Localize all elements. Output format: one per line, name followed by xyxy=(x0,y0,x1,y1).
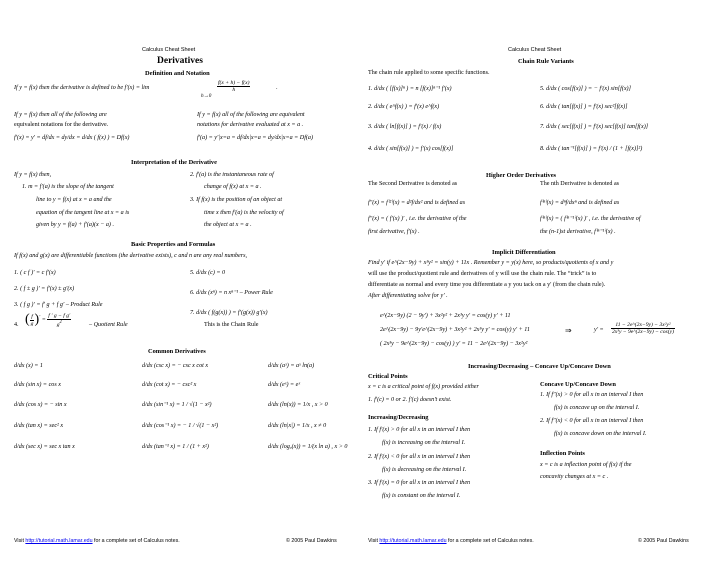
implicit-text-1: Find y′ if e^(2x−9y) + x³y² = sin(y) + 11x . Remember y = y(x) here, so products/quotients of x and y xyxy=(368,260,614,266)
chain-variant: 1. d/dx ( [f(x)]ⁿ ) = n [f(x)]ⁿ⁻¹ f′(x) xyxy=(368,86,452,92)
implicit-arrow: ⇒ xyxy=(565,326,572,335)
inflection-line1: x = c is a inflection point of f(x) if the xyxy=(540,462,632,468)
second-derivative-formula: f″(x) = f⁽²⁾(x) = d²f/dx² and is defined as xyxy=(368,200,466,206)
increasing-3b: f(x) is constant on the interval I. xyxy=(382,493,461,499)
interpretation-2b: change of f(x) at x = a . xyxy=(204,184,262,190)
page-header: Calculus Cheat Sheet xyxy=(508,47,562,53)
definition-fraction xyxy=(217,77,250,95)
implicit-result-numerator: 11 − 2e^(2x−9y) − 3x²y² xyxy=(611,322,675,329)
left-page xyxy=(14,0,366,563)
section-heading-implicit: Implicit Differentiation xyxy=(492,249,556,256)
second-derivative-def: f″(x) = ( f′(x) )′ , i.e. the derivative of the xyxy=(368,216,467,222)
interpretation-3b: time x then f′(a) is the velocity of xyxy=(204,210,284,216)
implicit-equation-3: ( 2x³y − 9e^(2x−9y) − cos(y) ) y′ = 11 − 2e^(2x−9y) − 3x²y² xyxy=(380,341,528,347)
interpretation-1c: equation of the tangent line at x = a is xyxy=(36,210,130,216)
implicit-text-3: differentiate as normal and every time you differentiate a y you tack on a y′ (from the chain rule). xyxy=(368,282,606,288)
implicit-equation-2: 2e^(2x−9y) − 9y′e^(2x−9y) + 3x²y² + 2x³y y′ = cos(y) y′ + 11 xyxy=(380,327,530,333)
chain-variant: 8. d/dx ( tan⁻¹[f(x)] ) = f′(x) / (1 + [f(x)]²) xyxy=(540,146,643,152)
concave-1a: 1. If f″(x) > 0 for all x in an interval I then xyxy=(540,392,644,398)
concave-heading: Concave Up/Concave Down xyxy=(540,381,616,388)
definition-text: If y = f(x) then the derivative is defined to be f′(x) = lim xyxy=(14,85,150,91)
common-derivative: d/dx (sin x) = cos x xyxy=(14,382,61,388)
implicit-result-lhs: y′ = xyxy=(594,327,604,333)
nth-derivative-intro: The nth Derivative is denoted as xyxy=(540,181,620,187)
common-derivative: d/dx (logₐ(x)) = 1/(x ln a) , x > 0 xyxy=(268,444,348,450)
common-derivative: d/dx (sec x) = sec x tan x xyxy=(14,444,75,450)
interpretation-3a: 3. If f(x) is the position of an object at xyxy=(190,197,283,203)
footer-link[interactable]: http://tutorial.math.lamar.edu xyxy=(379,538,447,544)
basic-rule-6: 6. d/dx (xⁿ) = n xⁿ⁻¹ – Power Rule xyxy=(190,290,273,296)
common-derivative: d/dx (eˣ) = eˣ xyxy=(268,382,301,388)
footer-copyright: © 2005 Paul Dawkins xyxy=(286,538,337,544)
common-derivative: d/dx (x) = 1 xyxy=(14,363,43,369)
footer-rest: for a complete set of Calculus notes. xyxy=(448,538,534,544)
basic-rule-1: 1. ( c f )′ = c f′(x) xyxy=(14,270,56,276)
page-footer xyxy=(14,538,180,544)
concave-2b: f(x) is concave down on the interval I. xyxy=(554,431,647,437)
nth-derivative-def: f⁽ⁿ⁾(x) = ( f⁽ⁿ⁻¹⁾(x) )′ , i.e. the derivative of xyxy=(540,216,641,222)
page-title: Derivatives xyxy=(157,56,203,66)
section-heading-interpretation: Interpretation of the Derivative xyxy=(131,159,217,166)
chain-variant: 4. d/dx ( sin[f(x)] ) = f′(x) cos[f(x)] xyxy=(368,146,454,152)
increasing-2a: 2. If f′(x) < 0 for all x in an interval I then xyxy=(368,454,471,460)
quotient-rule-formula: ( $\frac{f}{g}$ )′ = $\frac{\text{f ′ g − f g′}}{g^2}$ xyxy=(25,312,71,328)
basic-intro: If f(x) and g(x) are differentiable functions (the derivative exists), c and n are any real numbers, xyxy=(14,253,247,259)
chain-variant: 2. d/dx ( e^f(x) ) = f′(x) e^f(x) xyxy=(368,104,440,110)
right-page xyxy=(368,0,720,563)
definition-period: . xyxy=(276,85,278,91)
notation-eval-line1: If y = f(x) all of the following are equivalent xyxy=(197,112,305,118)
common-derivative: d/dx (csc x) = − csc x cot x xyxy=(142,363,209,369)
basic-rule-2: 2. ( f ± g )′ = f′(x) ± g′(x) xyxy=(14,286,75,292)
critical-points-heading: Critical Points xyxy=(368,373,408,380)
implicit-result-denominator: 2x³y − 9e^(2x−9y) − cos(y) xyxy=(612,328,674,335)
increasing-3a: 3. If f′(x) = 0 for all x in an interval I then xyxy=(368,480,471,486)
definition-limit: h→0 xyxy=(201,93,212,99)
section-heading-basic: Basic Properties and Formulas xyxy=(131,241,216,248)
concave-1b: f(x) is concave up on the interval I. xyxy=(554,405,640,411)
critical-points-line1: x = c is a critical point of f(x) provided either xyxy=(368,384,479,390)
notation-eval-line2: notations for derivative evaluated at x = a . xyxy=(197,122,304,128)
inflection-heading: Inflection Points xyxy=(540,450,585,457)
common-derivative: d/dx (cos x) = − sin x xyxy=(14,402,67,408)
interpretation-1b: line to y = f(x) at x = a and the xyxy=(36,197,112,203)
notation-text-line1: If y = f(x) then all of the following are xyxy=(14,112,107,118)
common-derivative: d/dx (tan x) = sec² x xyxy=(14,423,64,429)
chain-variant: 3. d/dx ( ln[f(x)] ) = f′(x) / f(x) xyxy=(368,124,442,130)
basic-rule-3: 3. ( f g )′ = f′ g + f g′ – Product Rule xyxy=(14,302,103,308)
definition-denominator: h xyxy=(232,86,236,93)
common-derivative: d/dx (ln(x)) = 1/x , x > 0 xyxy=(268,402,328,408)
concave-2a: 2. If f″(x) < 0 for all x in an interval I then xyxy=(540,418,644,424)
notation-text-line2: equivalent notations for the derivative. xyxy=(14,122,109,128)
chain-variant: 7. d/dx ( sec[f(x)] ) = f′(x) sec[f(x)] tan[f(x)] xyxy=(540,124,649,130)
implicit-equation-1: e^(2x−9y) (2 − 9y′) + 3x²y² + 2x³y y′ = cos(y) y′ + 11 xyxy=(380,313,511,319)
chain-variant: 6. d/dx ( tan[f(x)] ) = f′(x) sec²[f(x)] xyxy=(540,104,628,110)
interpretation-intro: If y = f(x) then, xyxy=(14,172,52,178)
basic-rule-7: 7. d/dx ( f(g(x)) ) = f′(g(x)) g′(x) xyxy=(190,310,268,316)
inflection-line2: concavity changes at x = c . xyxy=(540,474,609,480)
notation-formula: f′(x) = y′ = df/dx = dy/dx = d/dx ( f(x) ) = Df(x) xyxy=(14,135,130,141)
interpretation-2a: 2. f′(a) is the instantaneous rate of xyxy=(190,172,274,178)
nth-derivative-def2: the (n-1)st derivative, f⁽ⁿ⁻¹⁾(x) . xyxy=(540,229,616,235)
footer-rest: for a complete set of Calculus notes. xyxy=(94,538,180,544)
interpretation-1a: 1. m = f′(a) is the slope of the tangent xyxy=(22,184,114,190)
chain-rule-note: This is the Chain Rule xyxy=(204,322,259,328)
section-heading-incdec: Increasing/Decreasing – Concave Up/Concave Down xyxy=(468,363,611,370)
common-derivative: d/dx (sin⁻¹ x) = 1 / √(1 − x²) xyxy=(142,402,212,408)
common-derivative: d/dx (tan⁻¹ x) = 1 / (1 + x²) xyxy=(142,444,209,450)
chain-intro: The chain rule applied to some specific functions. xyxy=(368,70,490,76)
increasing-1a: 1. If f′(x) > 0 for all x in an interval I then xyxy=(368,427,471,433)
implicit-text-2: will use the product/quotient rule and derivatives of y will use the chain rule. The “trick” is to xyxy=(368,271,597,277)
second-derivative-intro: The Second Derivative is denoted as xyxy=(368,181,458,187)
basic-rule-4-name: – Quotient Rule xyxy=(89,322,128,328)
footer-copyright: © 2005 Paul Dawkins xyxy=(638,538,689,544)
section-heading-common: Common Derivatives xyxy=(148,348,206,355)
implicit-text-4: After differentiating solve for y′ . xyxy=(368,293,448,299)
common-derivative: d/dx (cos⁻¹ x) = − 1 / √(1 − x²) xyxy=(142,423,219,429)
chain-variant: 5. d/dx ( cos[f(x)] ) = − f′(x) sin[f(x)] xyxy=(540,86,631,92)
common-derivative: d/dx (aˣ) = aˣ ln(a) xyxy=(268,363,315,369)
section-heading-definition: Definition and Notation xyxy=(145,70,210,77)
page-footer xyxy=(368,538,534,544)
second-derivative-def2: first derivative, f′(x) . xyxy=(368,229,420,235)
basic-rule-4-label: 4. xyxy=(14,322,19,328)
page-header: Calculus Cheat Sheet xyxy=(142,47,196,53)
section-heading-higher: Higher Order Derivatives xyxy=(486,172,557,179)
implicit-result-fraction xyxy=(611,319,675,337)
common-derivative: d/dx (ln|x|) = 1/x , x ≠ 0 xyxy=(268,423,327,429)
increasing-2b: f(x) is decreasing on the interval I. xyxy=(382,467,467,473)
increasing-1b: f(x) is increasing on the interval I. xyxy=(382,440,466,446)
interpretation-3c: the object at x = a . xyxy=(204,222,252,228)
footer-visit: Visit xyxy=(14,538,24,544)
nth-derivative-formula: f⁽ⁿ⁾(x) = dⁿf/dxⁿ and is defined as xyxy=(540,200,620,206)
footer-visit: Visit xyxy=(368,538,378,544)
increasing-decreasing-heading: Increasing/Decreasing xyxy=(368,414,429,421)
footer-link[interactable]: http://tutorial.math.lamar.edu xyxy=(25,538,93,544)
notation-eval-formula: f′(a) = y′|x=a = df/dx|x=a = dy/dx|x=a = Df(a) xyxy=(197,135,314,141)
section-heading-chain: Chain Rule Variants xyxy=(518,58,574,65)
definition-numerator: f(x + h) − f(x) xyxy=(218,79,250,86)
interpretation-1d: given by y = f(a) + f′(a)(x − a) . xyxy=(36,222,114,228)
critical-points-line2: 1. f′(c) = 0 or 2. f′(c) doesn’t exist. xyxy=(368,397,452,403)
common-derivative: d/dx (cot x) = − csc² x xyxy=(142,382,197,388)
basic-rule-5: 5. d/dx (c) = 0 xyxy=(190,270,226,276)
